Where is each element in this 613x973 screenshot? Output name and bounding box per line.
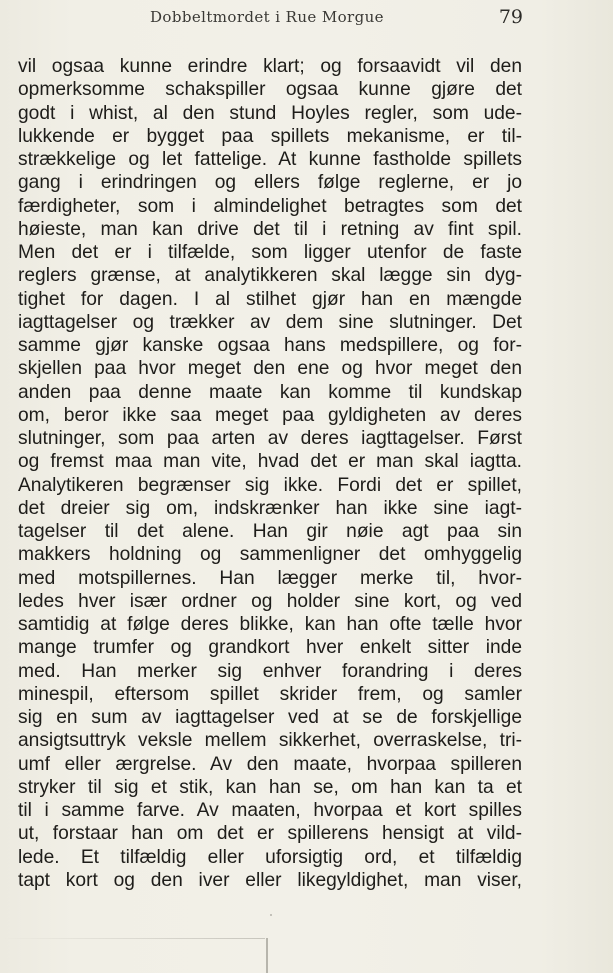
text-line: strækkelige og let fattelige. At kunne fastholde spillets [18, 149, 522, 170]
text-line: slutninger, som paa arten av deres iagttagelser. Først [18, 428, 522, 449]
body-text [18, 55, 522, 892]
running-title: Dobbeltmordet i Rue Morgue [150, 8, 384, 26]
page-edge-shadow [0, 938, 265, 939]
text-line: anden paa denne maate kan komme til kundskap [18, 381, 522, 403]
text-line: færdigheter, som i almindelighet betragtes som det [18, 195, 522, 217]
text-line: mange trumfer og grandkort hver enkelt sitter inde [18, 637, 522, 659]
text-line: til i samme farve. Av maaten, hvorpaa et kort spilles [18, 800, 522, 821]
text-line: minespil, eftersom spillet skrider frem, og samler [18, 683, 522, 705]
text-line: om, beror ikke saa meget paa gyldigheten av deres [18, 404, 522, 426]
text-line: skjellen paa hvor meget den ene og hvor meget den [18, 358, 522, 380]
paper-speck [270, 914, 272, 916]
text-line: samme gjør kanske ogsaa hans medspillere, og for- [18, 335, 522, 356]
text-line: vil ogsaa kunne erindre klart; og forsaavidt vil den [18, 56, 522, 77]
text-line: tagelser til det alene. Han gir nøie agt paa sin [18, 521, 522, 542]
binding-mark [266, 938, 268, 973]
text-line: umf eller ærgrelse. Av den maate, hvorpaa spilleren [18, 753, 522, 775]
text-line: det dreier sig om, indskrænker han ikke sine iagt- [18, 497, 522, 519]
text-line: samtidig at følge deres blikke, kan han ofte tælle hvor [18, 614, 522, 635]
text-line: høieste, man kan drive det til i retning av fint spil. [18, 218, 522, 240]
text-line: tighet for dagen. I al stilhet gjør han en mængde [18, 288, 522, 310]
text-line: reglers grænse, at analytikkeren skal lægge sin dyg- [18, 265, 522, 287]
text-line: med. Han merker sig enhver forandring i deres [18, 660, 522, 682]
text-line: sig en sum av iagttagelser ved at se de forskjellige [18, 707, 522, 728]
text-line: gang i erindringen og ellers følge reglerne, er jo [18, 172, 522, 194]
text-line: lede. Et tilfældig eller uforsigtig ord, et tilfældig [18, 846, 522, 868]
text-line: iagttagelser og trækker av dem sine slutninger. Det [18, 311, 522, 333]
text-line: med motspillernes. Han lægger merke til, hvor- [18, 567, 522, 589]
text-line: godt i whist, al den stund Hoyles regler, som ude- [18, 102, 522, 124]
text-line: makkers holdning og sammenligner det omhyggelig [18, 544, 522, 566]
text-line: Analytikeren begrænser sig ikke. Fordi det er spillet, [18, 474, 522, 496]
text-line: ut, forstaar han om det er spillerens hensigt at vild- [18, 823, 522, 845]
text-line: tapt kort og den iver eller likegyldighet, man viser, [18, 869, 522, 891]
text-line: Men det er i tilfælde, som ligger utenfor de faste [18, 242, 522, 263]
text-line: stryker til sig et stik, kan han se, om han kan ta et [18, 776, 522, 798]
text-line: lukkende er bygget paa spillets mekanisme, er til- [18, 125, 522, 147]
text-line: ledes hver især ordner og holder sine kort, og ved [18, 590, 522, 612]
text-line: ansigtsuttryk veksle mellem sikkerhet, overraskelse, tri- [18, 730, 522, 752]
text-line: og fremst maa man vite, hvad det er man skal iagtta. [18, 451, 522, 473]
page-number: 79 [498, 6, 523, 28]
text-line: opmerksomme schakspiller ogsaa kunne gjøre det [18, 79, 522, 101]
